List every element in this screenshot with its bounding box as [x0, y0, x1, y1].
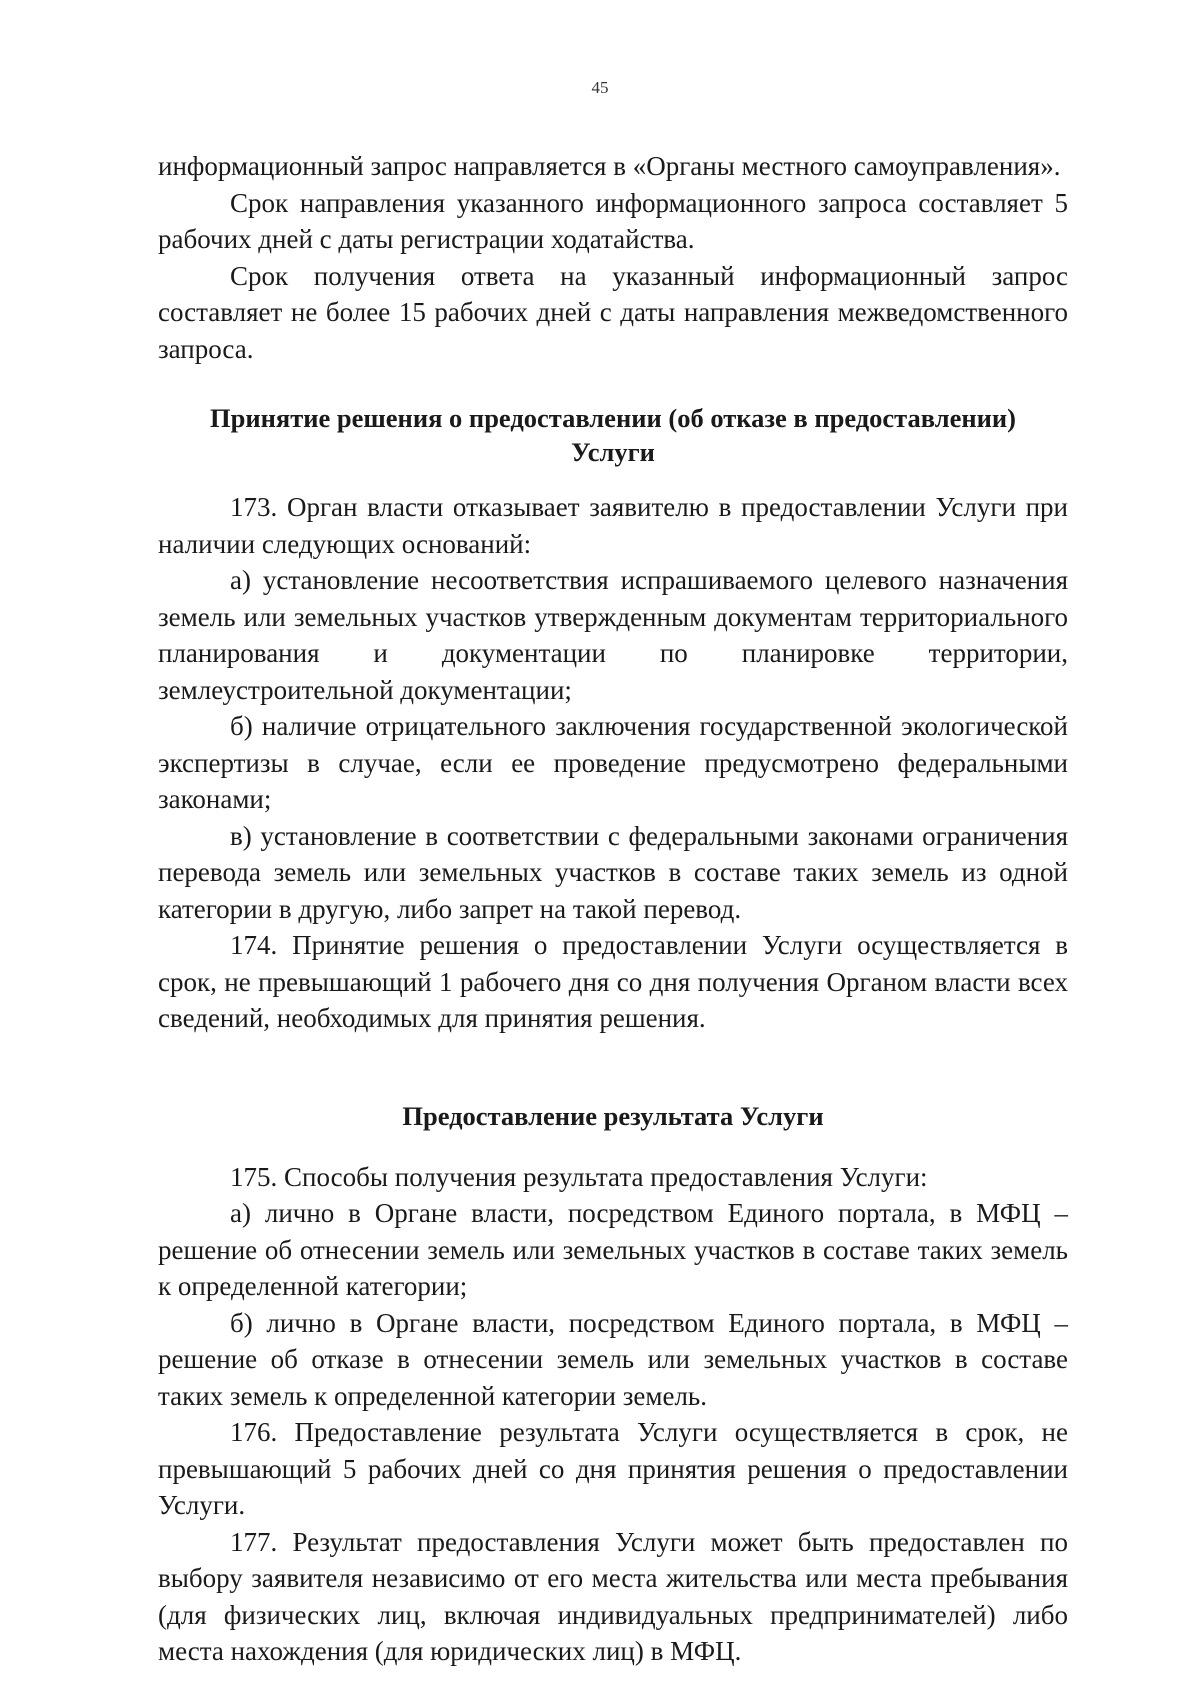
page-number: 45	[591, 78, 609, 97]
document-body	[158, 148, 1068, 1670]
section-heading-decision	[158, 401, 1068, 469]
paragraph-173-a: а) установление несоответствия испрашиваемого целевого назначения земель или земельных участков утвержденным документам территориального планирования и документации по планировке территории, землеустроительной документации;	[158, 565, 1068, 705]
paragraph-176: 176. Предоставление результата Услуги осуществляется в срок, не превышающий 5 рабочих дней со дня принятия решения о предоставлении Услуги.	[158, 1417, 1068, 1520]
paragraph-request-deadline: Срок направления указанного информационного запроса составляет 5 рабочих дней с даты регистрации ходатайства.	[158, 187, 1068, 254]
section-heading-result: Предоставление результата Услуги	[402, 1100, 824, 1131]
paragraph-173: 173. Орган власти отказывает заявителю в предоставлении Услуги при наличии следующих оснований:	[158, 492, 1068, 559]
paragraph-173-v: в) установление в соответствии с федеральными законами ограничения перевода земель или земельных участков в составе таких земель из одной категории в другую, либо запрет на такой перевод.	[158, 820, 1068, 924]
paragraph-173-b: б) наличие отрицательного заключения государственной экологической экспертизы в случае, если ее проведение предусмотрено федеральными законами;	[158, 711, 1068, 814]
paragraph-response-deadline: Срок получения ответа на указанный информационный запрос составляет не более 15 рабочих дней с даты направления межведомственного запроса.	[158, 260, 1068, 364]
paragraph-175: 175. Способы получения результата предоставления Услуги:	[230, 1161, 928, 1192]
paragraph-175-b: б) лично в Органе власти, посредством Единого портала, в МФЦ – решение об отказе в отнесении земель или земельных участков в составе таких земель к определенной категории земель.	[158, 1307, 1068, 1411]
paragraph-175-a: а) лично в Органе власти, посредством Единого портала, в МФЦ – решение об отнесении земель или земельных участков в составе таких земель к определенной категории;	[158, 1198, 1068, 1301]
section-heading-decision-line2: Услуги	[571, 437, 655, 467]
paragraph-request-target: информационный запрос направляется в «Органы местного самоуправления».	[158, 151, 1061, 181]
section-heading-decision-line1: Принятие решения о предоставлении (об отказе в предоставлении)	[210, 403, 1016, 433]
paragraph-174: 174. Принятие решения о предоставлении Услуги осуществляется в срок, не превышающий 1 рабочего дня со дня получения Органом власти всех сведений, необходимых для принятия решения.	[158, 930, 1068, 1033]
paragraph-177: 177. Результат предоставления Услуги может быть предоставлен по выбору заявителя независимо от его места жительства или места пребывания (для физических лиц, включая индивидуальных предпринимателей) либо места нахождения (для юридических лиц) в МФЦ.	[158, 1526, 1068, 1666]
